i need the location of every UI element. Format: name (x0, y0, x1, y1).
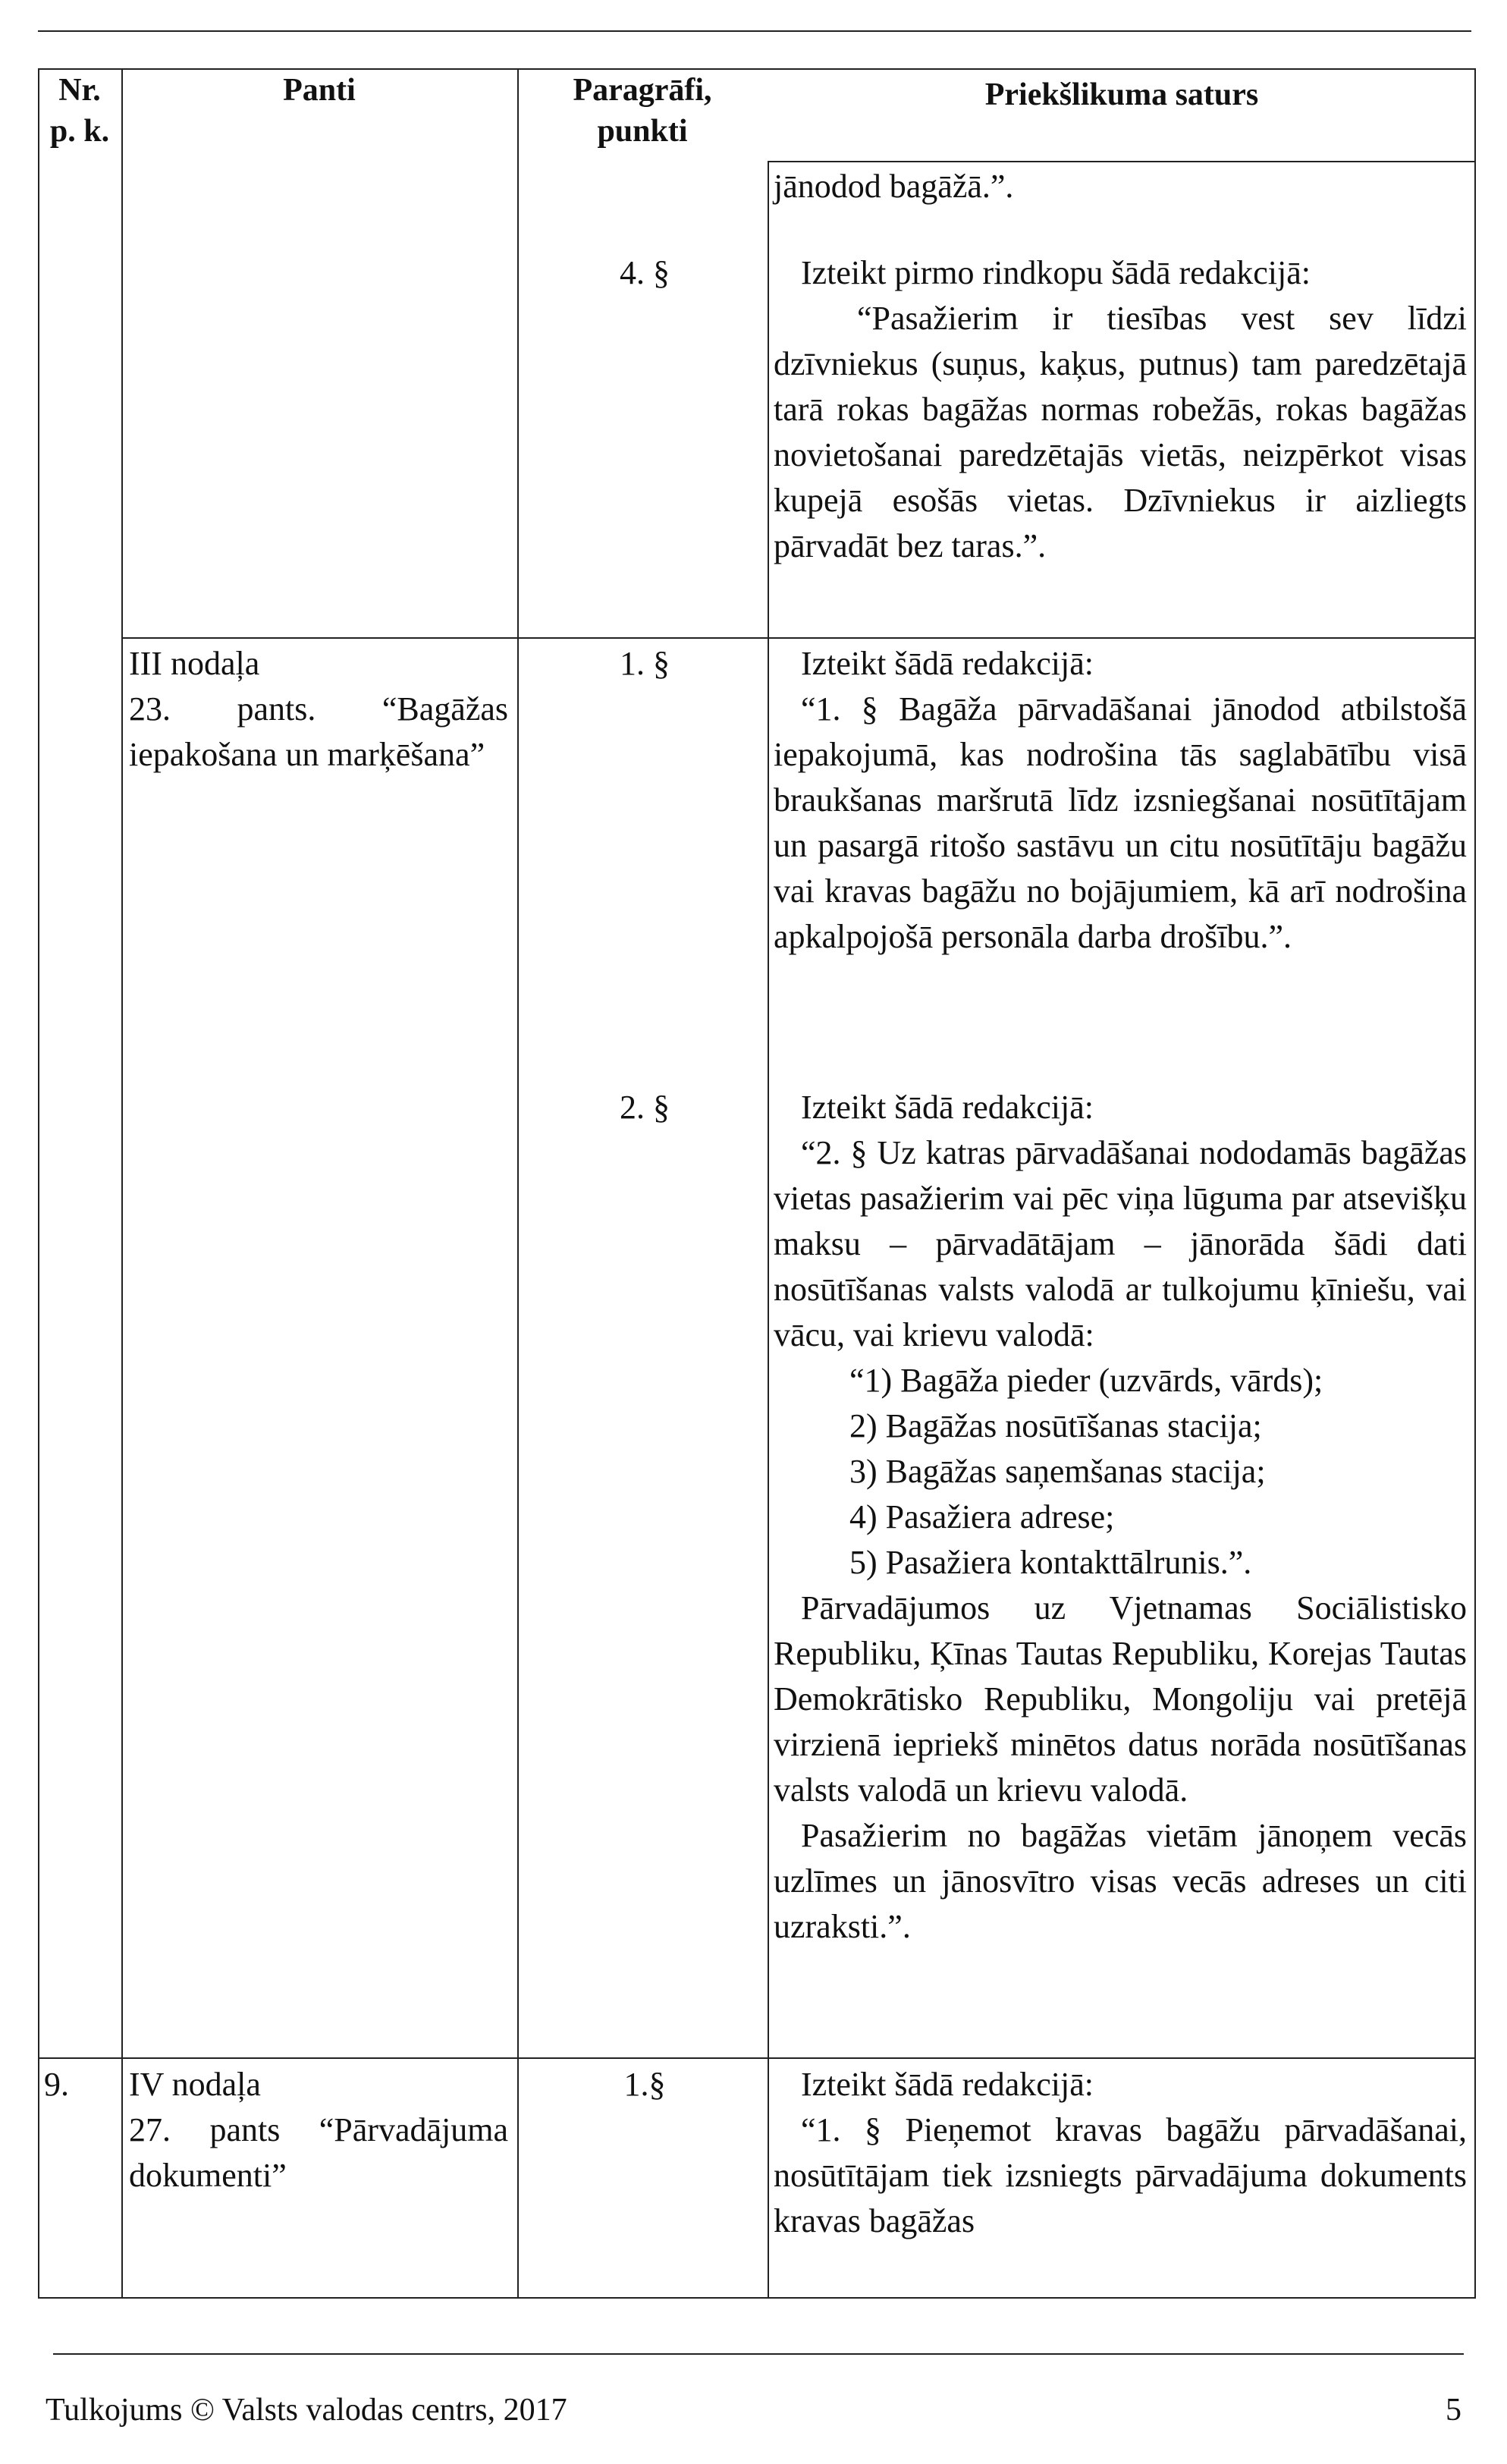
row2-para1-content: Izteikt šādā redakcijā: “1. § Bagāža pārvadāšanai jānodod atbilstošā iepakojumā, kas nodrošina tās saglabātību visā braukšanas maršrutā līdz izsniegšanai nosūtītājam un pasargā ritošo sastāvu un citu nosūtītāju bagāžu vai kravas bagāžu no bojājumiem, kā arī nodrošina apkalpojošā personāla darba drošību.”. (774, 645, 1467, 955)
row1-para1-content: jānodod bagāžā.”. (774, 168, 1014, 205)
row3-para1-content: Izteikt šādā redakcijā: “1. § Pieņemot kravas bagāžu pārvadāšanai, nosūtītājam tiek izsniegts pārvadājuma dokuments kravas bagāžas (774, 2066, 1467, 2239)
page-number: 5 (1446, 2393, 1461, 2428)
row2-article-chapter: III nodaļa (129, 645, 260, 682)
header-saturs: Priekšlikuma saturs (984, 77, 1259, 112)
header-panti: Panti (283, 73, 356, 108)
header-paragrafi: Paragrāfi, punkti (573, 73, 712, 149)
header-nr: Nr. p. k. (49, 73, 110, 149)
bottom-rule (53, 2353, 1464, 2355)
row-divider-2 (38, 2057, 1476, 2059)
top-rule (38, 30, 1471, 32)
row3-nr: 9. (44, 2066, 69, 2103)
row-divider-1 (121, 637, 1476, 639)
row3-article-chapter: IV nodaļa (129, 2066, 261, 2103)
row2-para2-content: Izteikt šādā redakcijā: “2. § Uz katras pārvadāšanai nododamās bagāžas vietas pasažierim vai pēc viņa lūguma par atsevišķu maksu – pārvadātājam – jānorāda šādi dati nosūtīšanas valsts valodā ar tulkojumu ķīniešu, vai vācu, vai krievu valodā: “1) Bagāža pieder (uzvārds, vārds); 2) Bagāžas nosūtīšanas stacija; 3) Bagāžas saņemšanas stacija; 4) Pasažiera adrese; 5) Pasažiera kontakttālrunis.”. Pārvadājumos uz Vjetnamas Sociālistisko Republiku, Ķīnas Tautas Republiku, Korejas Tautas Demokrātisko Republiku, Mongoliju vai pretējā virzienā iepriekš minētos datus norāda nosūtīšanas valsts valodā un krievu valodā. Pasažierim no bagāžas vietām jānoņem vecās uzlīmes un jānosvītro visas vecās adreses un citi uzraksti.”. (774, 1089, 1467, 1945)
footer-credit: Tulkojums © Valsts valodas centrs, 2017 (46, 2393, 567, 2428)
row2-para2-label: 2. § (620, 1089, 670, 1126)
row3-para1-label: 1.§ (623, 2066, 666, 2103)
col-divider-panti (517, 68, 519, 2299)
row2-article-title: 23. pants. “Bagāžas iepakošana un marķēšana” (129, 690, 508, 773)
row3-article-title: 27. pants “Pārvadājuma dokumenti” (129, 2111, 508, 2194)
row2-article (129, 641, 508, 778)
col-divider-para (768, 161, 769, 2299)
header-divider (768, 161, 1476, 162)
row1-para2-label: 4. § (620, 254, 670, 291)
row1-para2-content: Izteikt pirmo rindkopu šādā redakcijā: “Pasažierim ir tiesības vest sev līdzi dzīvniekus (suņus, kaķus, putnus) tam paredzētajā tarā rokas bagāžas normas robežās, rokas bagāžas novietošanai paredzētajās vietās, neizpērkot visas kupejā esošās vietas. Dzīvniekus ir aizliegts pārvadāt bez taras.”. (774, 254, 1467, 564)
row3-article (129, 2062, 508, 2198)
row2-para1-label: 1. § (620, 645, 670, 682)
col-divider-nr (121, 68, 123, 2299)
